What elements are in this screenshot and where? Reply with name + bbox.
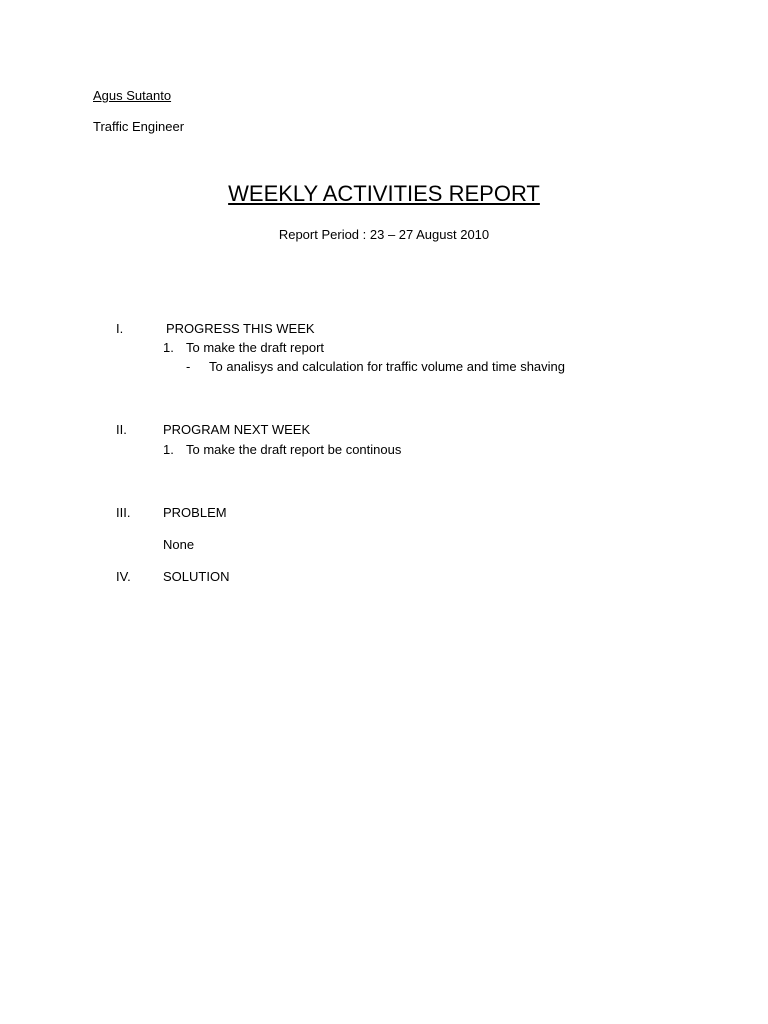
author-name: Agus Sutanto xyxy=(93,88,172,103)
section-4-heading: SOLUTION xyxy=(163,569,230,584)
section-2-item-1-number: 1. xyxy=(163,442,174,457)
section-1-numeral: I. xyxy=(116,321,124,336)
section-2-item-1-text: To make the draft report be continous xyxy=(186,442,402,457)
section-1-subitem-text: To analisys and calculation for traffic volume and time shaving xyxy=(209,359,566,374)
section-1-heading: PROGRESS THIS WEEK xyxy=(166,321,315,336)
section-2-numeral: II. xyxy=(116,422,127,437)
section-3-body: None xyxy=(163,537,195,552)
section-2-heading: PROGRAM NEXT WEEK xyxy=(163,422,311,437)
section-3-heading: PROBLEM xyxy=(163,505,227,520)
section-3-numeral: III. xyxy=(116,505,131,520)
section-1-item-1-text: To make the draft report xyxy=(186,340,325,355)
report-period: Report Period : 23 – 27 August 2010 xyxy=(278,227,490,242)
section-1-item-1-number: 1. xyxy=(163,340,174,355)
report-title-text: WEEKLY ACTIVITIES REPORT xyxy=(228,181,540,206)
report-title xyxy=(0,183,768,205)
author-role: Traffic Engineer xyxy=(93,119,185,134)
section-1-subitem-marker: - xyxy=(186,359,191,374)
section-4-numeral: IV. xyxy=(116,569,131,584)
